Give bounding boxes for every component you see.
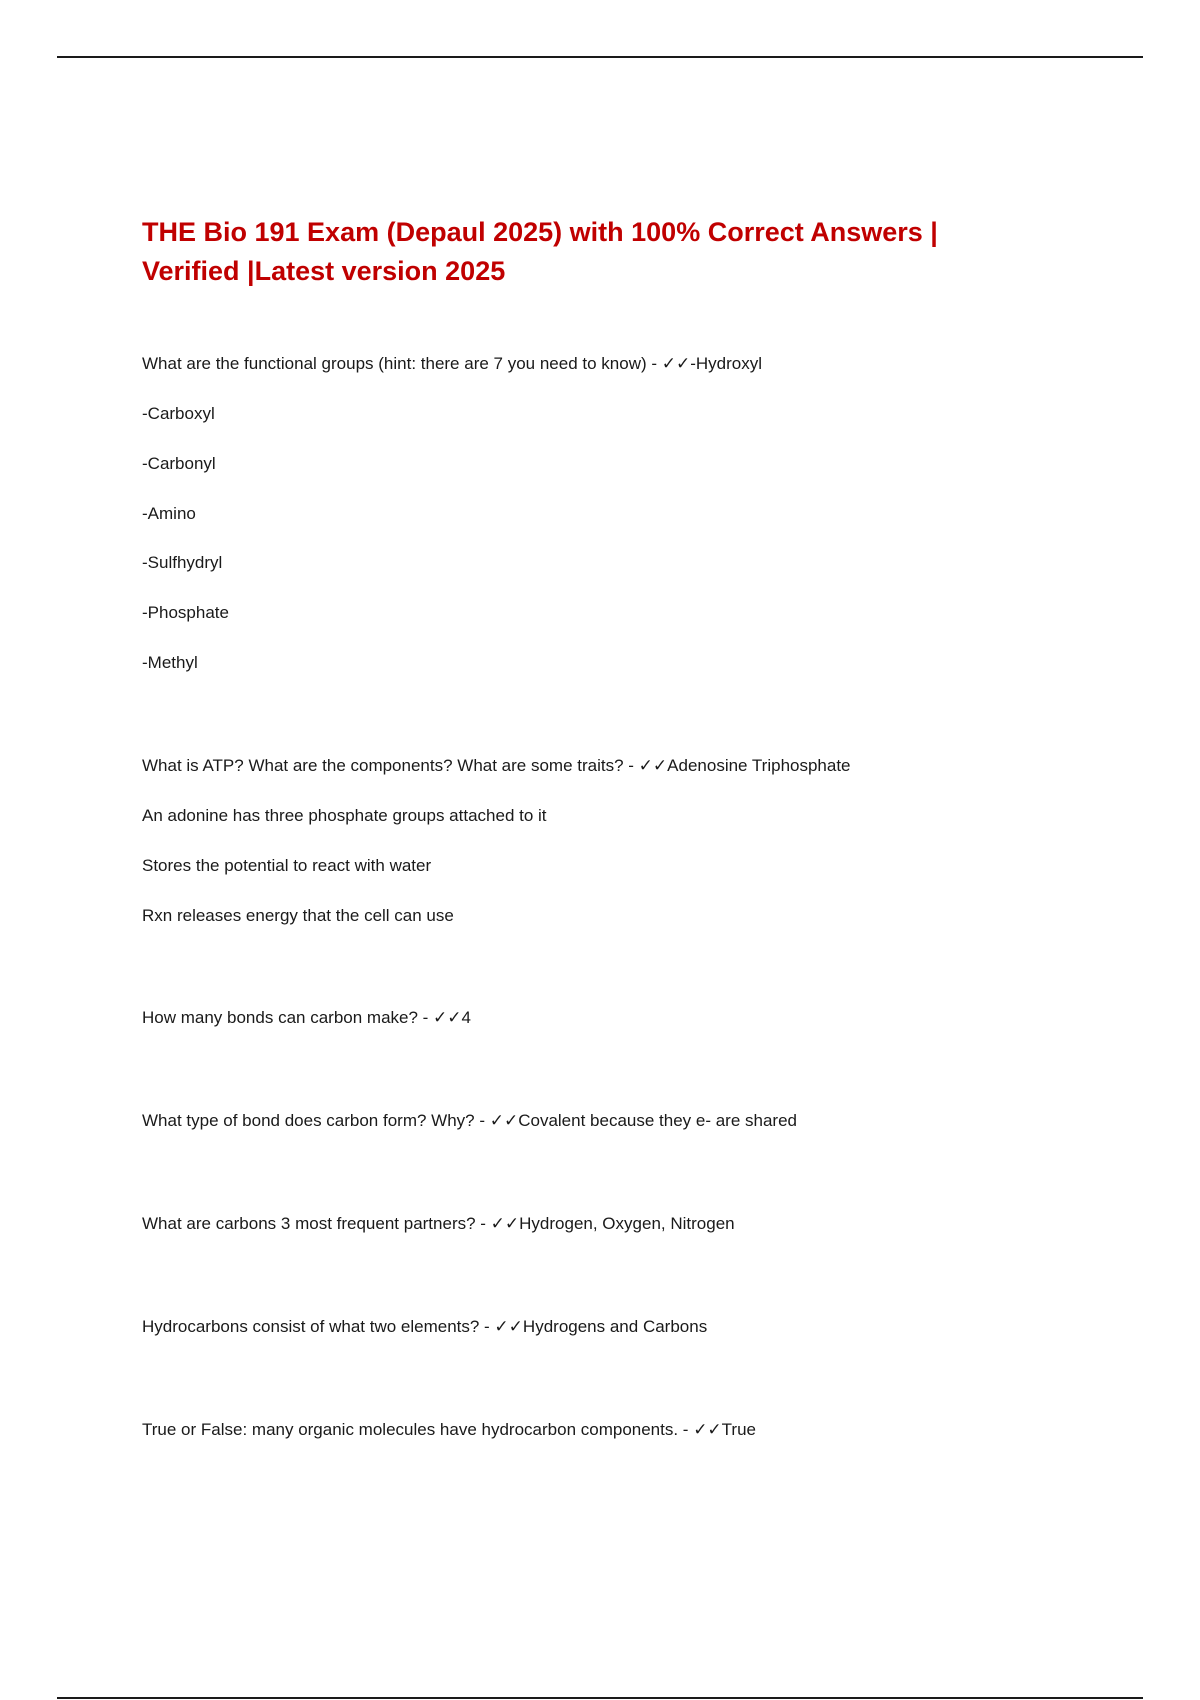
- question-true-false: True or False: many organic molecules have hydrocarbon components. - ✓✓True: [142, 1420, 757, 1439]
- top-rule: [57, 56, 1143, 58]
- question-atp: What is ATP? What are the components? What are some traits? - ✓✓Adenosine Triphosphate: [142, 756, 851, 775]
- question-carbon-partners: What are carbons 3 most frequent partners? - ✓✓Hydrogen, Oxygen, Nitrogen: [142, 1214, 735, 1233]
- answer-line: -Sulfhydryl: [142, 553, 223, 572]
- question-carbon-bonds: How many bonds can carbon make? - ✓✓4: [142, 1008, 471, 1027]
- answer-line: -Amino: [142, 504, 196, 523]
- answer-line: An adonine has three phosphate groups attached to it: [142, 806, 547, 825]
- question-functional-groups: What are the functional groups (hint: there are 7 you need to know) - ✓✓-Hydroxyl: [142, 354, 763, 373]
- answer-line: -Methyl: [142, 653, 198, 672]
- answer-line: -Phosphate: [142, 603, 229, 622]
- answer-line: Rxn releases energy that the cell can use: [142, 906, 454, 925]
- title-line-1: THE Bio 191 Exam (Depaul 2025) with 100% Correct Answers |: [142, 217, 938, 247]
- bottom-rule: [57, 1697, 1143, 1699]
- document-title: [142, 213, 1002, 291]
- answer-line: Stores the potential to react with water: [142, 856, 432, 875]
- title-line-2: Verified |Latest version 2025: [142, 256, 506, 286]
- question-carbon-bond-type: What type of bond does carbon form? Why? - ✓✓Covalent because they e- are shared: [142, 1111, 797, 1130]
- answer-line: -Carbonyl: [142, 454, 216, 473]
- question-hydrocarbons: Hydrocarbons consist of what two elements? - ✓✓Hydrogens and Carbons: [142, 1317, 708, 1336]
- answer-line: -Carboxyl: [142, 404, 215, 423]
